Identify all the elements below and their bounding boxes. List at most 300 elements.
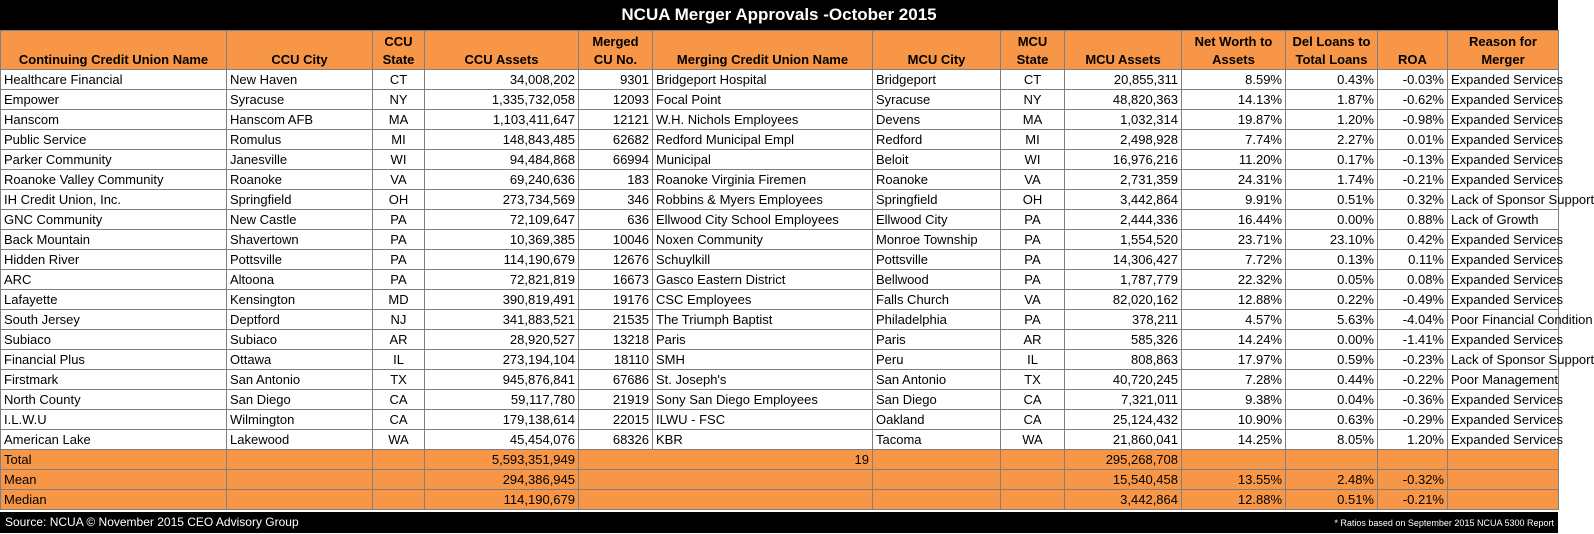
empty-cell (227, 450, 373, 470)
mcu-name-cell: Ellwood City School Employees (653, 210, 873, 230)
empty-cell (1001, 470, 1065, 490)
mcu-assets-cell: 7,321,011 (1065, 390, 1182, 410)
ccu-state-cell: PA (373, 210, 425, 230)
ccu-city-cell: Shavertown (227, 230, 373, 250)
merged-cu-no-cell: 13218 (579, 330, 653, 350)
reason-cell: Expanded Services (1448, 430, 1559, 450)
del-loans-cell: 0.00% (1286, 210, 1378, 230)
empty-cell (1378, 450, 1448, 470)
ccu-assets-cell: 59,117,780 (425, 390, 579, 410)
ccu-city-cell: Altoona (227, 270, 373, 290)
empty-cell (373, 470, 425, 490)
empty-cell (1448, 490, 1559, 510)
ccu-state-cell: PA (373, 270, 425, 290)
ccu-state-cell: NY (373, 90, 425, 110)
merged-cu-no-cell: 66994 (579, 150, 653, 170)
ccu-assets-cell: 45,454,076 (425, 430, 579, 450)
mcu-name-cell: Roanoke Virginia Firemen (653, 170, 873, 190)
ccu-name-cell: Financial Plus (1, 350, 227, 370)
table-row (1, 150, 1559, 170)
ccu-city-cell: Roanoke (227, 170, 373, 190)
ccu-city-cell: San Diego (227, 390, 373, 410)
ccu-city-cell: Wilmington (227, 410, 373, 430)
column-header: Del Loans to Total Loans (1286, 31, 1378, 70)
merged-cu-no-cell: 21535 (579, 310, 653, 330)
mcu-state-cell: AR (1001, 330, 1065, 350)
ccu-assets-cell: 1,103,411,647 (425, 110, 579, 130)
reason-cell: Lack of Growth (1448, 210, 1559, 230)
net-worth-cell: 7.28% (1182, 370, 1286, 390)
ccu-state-cell: MI (373, 130, 425, 150)
empty-cell (579, 490, 873, 510)
column-header: Reason for Merger (1448, 31, 1559, 70)
net-worth-cell: 7.72% (1182, 250, 1286, 270)
mcu-assets-cell: 14,306,427 (1065, 250, 1182, 270)
total-merged-count: 19 (579, 450, 873, 470)
roa-cell: -0.21% (1378, 170, 1448, 190)
median-row (1, 490, 1559, 510)
ccu-state-cell: CA (373, 410, 425, 430)
mcu-city-cell: Falls Church (873, 290, 1001, 310)
ccu-assets-cell: 114,190,679 (425, 250, 579, 270)
ccu-assets-cell: 69,240,636 (425, 170, 579, 190)
del-loans-cell: 23.10% (1286, 230, 1378, 250)
mcu-name-cell: ILWU - FSC (653, 410, 873, 430)
mcu-assets-cell: 21,860,041 (1065, 430, 1182, 450)
merged-cu-no-cell: 12093 (579, 90, 653, 110)
mcu-assets-cell: 808,863 (1065, 350, 1182, 370)
reason-cell: Poor Financial Condition (1448, 310, 1559, 330)
table-row (1, 90, 1559, 110)
mcu-city-cell: Oakland (873, 410, 1001, 430)
table-row (1, 310, 1559, 330)
column-header: Merged CU No. (579, 31, 653, 70)
mcu-city-cell: Redford (873, 130, 1001, 150)
ccu-city-cell: New Castle (227, 210, 373, 230)
del-loans-cell: 0.05% (1286, 270, 1378, 290)
mcu-state-cell: CT (1001, 70, 1065, 90)
mcu-name-cell: SMH (653, 350, 873, 370)
median-net-worth: 12.88% (1182, 490, 1286, 510)
net-worth-cell: 17.97% (1182, 350, 1286, 370)
ccu-city-cell: Ottawa (227, 350, 373, 370)
mcu-state-cell: IL (1001, 350, 1065, 370)
del-loans-cell: 0.13% (1286, 250, 1378, 270)
net-worth-cell: 4.57% (1182, 310, 1286, 330)
mean-row (1, 470, 1559, 490)
mcu-state-cell: MI (1001, 130, 1065, 150)
roa-cell: 0.42% (1378, 230, 1448, 250)
del-loans-cell: 0.51% (1286, 190, 1378, 210)
mcu-assets-cell: 585,326 (1065, 330, 1182, 350)
ccu-assets-cell: 10,369,385 (425, 230, 579, 250)
mcu-assets-cell: 2,498,928 (1065, 130, 1182, 150)
header-row (1, 31, 1559, 70)
roa-cell: -0.29% (1378, 410, 1448, 430)
empty-cell (579, 470, 873, 490)
table-row (1, 370, 1559, 390)
mean-mcu-assets: 15,540,458 (1065, 470, 1182, 490)
ccu-city-cell: Kensington (227, 290, 373, 310)
ccu-city-cell: Springfield (227, 190, 373, 210)
merged-cu-no-cell: 62682 (579, 130, 653, 150)
ccu-assets-cell: 1,335,732,058 (425, 90, 579, 110)
del-loans-cell: 1.20% (1286, 110, 1378, 130)
net-worth-cell: 14.13% (1182, 90, 1286, 110)
mcu-state-cell: OH (1001, 190, 1065, 210)
mcu-state-cell: CA (1001, 410, 1065, 430)
mcu-city-cell: Philadelphia (873, 310, 1001, 330)
ccu-assets-cell: 28,920,527 (425, 330, 579, 350)
ccu-state-cell: AR (373, 330, 425, 350)
roa-cell: 0.32% (1378, 190, 1448, 210)
mcu-assets-cell: 378,211 (1065, 310, 1182, 330)
roa-cell: 1.20% (1378, 430, 1448, 450)
del-loans-cell: 0.59% (1286, 350, 1378, 370)
table-row (1, 270, 1559, 290)
ccu-name-cell: Public Service (1, 130, 227, 150)
del-loans-cell: 0.17% (1286, 150, 1378, 170)
table-row (1, 210, 1559, 230)
ccu-name-cell: Parker Community (1, 150, 227, 170)
ccu-city-cell: New Haven (227, 70, 373, 90)
ccu-state-cell: CT (373, 70, 425, 90)
column-header: MCU City (873, 31, 1001, 70)
mcu-city-cell: Roanoke (873, 170, 1001, 190)
merged-cu-no-cell: 16673 (579, 270, 653, 290)
table-row (1, 110, 1559, 130)
merged-cu-no-cell: 21919 (579, 390, 653, 410)
ccu-city-cell: Syracuse (227, 90, 373, 110)
empty-cell (1286, 450, 1378, 470)
del-loans-cell: 0.00% (1286, 330, 1378, 350)
mcu-state-cell: PA (1001, 210, 1065, 230)
median-mcu-assets: 3,442,864 (1065, 490, 1182, 510)
del-loans-cell: 8.05% (1286, 430, 1378, 450)
ccu-name-cell: I.L.W.U (1, 410, 227, 430)
ccu-state-cell: VA (373, 170, 425, 190)
ccu-city-cell: Janesville (227, 150, 373, 170)
roa-cell: -4.04% (1378, 310, 1448, 330)
reason-cell: Lack of Sponsor Support (1448, 350, 1559, 370)
mergers-table (0, 30, 1594, 510)
ccu-city-cell: Subiaco (227, 330, 373, 350)
empty-cell (873, 470, 1001, 490)
total-label: Total (1, 450, 227, 470)
table-row (1, 410, 1559, 430)
roa-cell: -0.13% (1378, 150, 1448, 170)
merged-cu-no-cell: 183 (579, 170, 653, 190)
empty-cell (1182, 450, 1286, 470)
merged-cu-no-cell: 22015 (579, 410, 653, 430)
ccu-name-cell: American Lake (1, 430, 227, 450)
mcu-name-cell: The Triumph Baptist (653, 310, 873, 330)
ccu-name-cell: Subiaco (1, 330, 227, 350)
del-loans-cell: 1.74% (1286, 170, 1378, 190)
mcu-name-cell: St. Joseph's (653, 370, 873, 390)
mcu-assets-cell: 25,124,432 (1065, 410, 1182, 430)
table-row (1, 70, 1559, 90)
ccu-state-cell: NJ (373, 310, 425, 330)
column-header: Net Worth to Assets (1182, 31, 1286, 70)
mcu-state-cell: MA (1001, 110, 1065, 130)
roa-cell: -0.98% (1378, 110, 1448, 130)
ccu-assets-cell: 72,109,647 (425, 210, 579, 230)
column-header: MCU State (1001, 31, 1065, 70)
merged-cu-no-cell: 12676 (579, 250, 653, 270)
ratio-footnote: * Ratios based on September 2015 NCUA 5300 Report (1334, 518, 1554, 528)
merged-cu-no-cell: 18110 (579, 350, 653, 370)
column-header: Continuing Credit Union Name (1, 31, 227, 70)
mcu-assets-cell: 82,020,162 (1065, 290, 1182, 310)
roa-cell: 0.08% (1378, 270, 1448, 290)
del-loans-cell: 0.63% (1286, 410, 1378, 430)
roa-cell: -0.22% (1378, 370, 1448, 390)
median-roa: -0.21% (1378, 490, 1448, 510)
ccu-state-cell: WI (373, 150, 425, 170)
merged-cu-no-cell: 67686 (579, 370, 653, 390)
empty-cell (1448, 450, 1559, 470)
mcu-name-cell: Municipal (653, 150, 873, 170)
mcu-assets-cell: 2,731,359 (1065, 170, 1182, 190)
reason-cell: Expanded Services (1448, 330, 1559, 350)
mcu-city-cell: Peru (873, 350, 1001, 370)
net-worth-cell: 10.90% (1182, 410, 1286, 430)
roa-cell: 0.01% (1378, 130, 1448, 150)
net-worth-cell: 14.25% (1182, 430, 1286, 450)
median-del-loans: 0.51% (1286, 490, 1378, 510)
mcu-state-cell: NY (1001, 90, 1065, 110)
reason-cell: Expanded Services (1448, 410, 1559, 430)
ccu-city-cell: Deptford (227, 310, 373, 330)
net-worth-cell: 12.88% (1182, 290, 1286, 310)
column-header: CCU Assets (425, 31, 579, 70)
mcu-name-cell: Bridgeport Hospital (653, 70, 873, 90)
net-worth-cell: 22.32% (1182, 270, 1286, 290)
empty-cell (873, 450, 1001, 470)
mcu-city-cell: Springfield (873, 190, 1001, 210)
total-ccu-assets: 5,593,351,949 (425, 450, 579, 470)
table-row (1, 190, 1559, 210)
total-row (1, 450, 1559, 470)
roa-cell: 0.11% (1378, 250, 1448, 270)
ccu-assets-cell: 945,876,841 (425, 370, 579, 390)
roa-cell: -0.23% (1378, 350, 1448, 370)
table-row (1, 130, 1559, 150)
ccu-assets-cell: 94,484,868 (425, 150, 579, 170)
ccu-name-cell: South Jersey (1, 310, 227, 330)
del-loans-cell: 0.04% (1286, 390, 1378, 410)
ccu-assets-cell: 34,008,202 (425, 70, 579, 90)
column-header: CCU State (373, 31, 425, 70)
mean-roa: -0.32% (1378, 470, 1448, 490)
mcu-state-cell: PA (1001, 310, 1065, 330)
mean-net-worth: 13.55% (1182, 470, 1286, 490)
ccu-city-cell: Romulus (227, 130, 373, 150)
mcu-assets-cell: 40,720,245 (1065, 370, 1182, 390)
roa-cell: -0.03% (1378, 70, 1448, 90)
net-worth-cell: 11.20% (1182, 150, 1286, 170)
net-worth-cell: 8.59% (1182, 70, 1286, 90)
ccu-assets-cell: 273,194,104 (425, 350, 579, 370)
mcu-state-cell: VA (1001, 170, 1065, 190)
reason-cell: Expanded Services (1448, 250, 1559, 270)
ccu-city-cell: San Antonio (227, 370, 373, 390)
empty-cell (1001, 490, 1065, 510)
ccu-state-cell: PA (373, 250, 425, 270)
ccu-state-cell: MA (373, 110, 425, 130)
mcu-state-cell: WI (1001, 150, 1065, 170)
reason-cell: Expanded Services (1448, 110, 1559, 130)
ccu-state-cell: MD (373, 290, 425, 310)
reason-cell: Lack of Sponsor Support (1448, 190, 1559, 210)
table-row (1, 350, 1559, 370)
ccu-name-cell: Healthcare Financial (1, 70, 227, 90)
source-note: Source: NCUA © November 2015 CEO Advisory Group (5, 515, 299, 529)
mcu-name-cell: Redford Municipal Empl (653, 130, 873, 150)
column-header: ROA (1378, 31, 1448, 70)
mcu-name-cell: Noxen Community (653, 230, 873, 250)
ccu-assets-cell: 341,883,521 (425, 310, 579, 330)
ccu-assets-cell: 179,138,614 (425, 410, 579, 430)
del-loans-cell: 0.43% (1286, 70, 1378, 90)
mcu-city-cell: San Antonio (873, 370, 1001, 390)
empty-cell (1001, 450, 1065, 470)
ccu-name-cell: Firstmark (1, 370, 227, 390)
mcu-assets-cell: 48,820,363 (1065, 90, 1182, 110)
roa-cell: -1.41% (1378, 330, 1448, 350)
mcu-name-cell: Robbins & Myers Employees (653, 190, 873, 210)
reason-cell: Expanded Services (1448, 90, 1559, 110)
net-worth-cell: 24.31% (1182, 170, 1286, 190)
ccu-city-cell: Hanscom AFB (227, 110, 373, 130)
mcu-name-cell: W.H. Nichols Employees (653, 110, 873, 130)
mcu-city-cell: San Diego (873, 390, 1001, 410)
ccu-name-cell: Empower (1, 90, 227, 110)
reason-cell: Expanded Services (1448, 130, 1559, 150)
del-loans-cell: 0.22% (1286, 290, 1378, 310)
table-row (1, 330, 1559, 350)
mcu-city-cell: Pottsville (873, 250, 1001, 270)
mean-ccu-assets: 294,386,945 (425, 470, 579, 490)
column-header: MCU Assets (1065, 31, 1182, 70)
del-loans-cell: 2.27% (1286, 130, 1378, 150)
roa-cell: 0.88% (1378, 210, 1448, 230)
mcu-assets-cell: 20,855,311 (1065, 70, 1182, 90)
mcu-city-cell: Ellwood City (873, 210, 1001, 230)
table-body (1, 70, 1594, 450)
median-label: Median (1, 490, 227, 510)
merged-cu-no-cell: 19176 (579, 290, 653, 310)
ccu-assets-cell: 390,819,491 (425, 290, 579, 310)
column-header: Merging Credit Union Name (653, 31, 873, 70)
mcu-assets-cell: 1,787,779 (1065, 270, 1182, 290)
ccu-state-cell: TX (373, 370, 425, 390)
reason-cell: Expanded Services (1448, 70, 1559, 90)
table-row (1, 430, 1559, 450)
reason-cell: Poor Management (1448, 370, 1559, 390)
roa-cell: -0.36% (1378, 390, 1448, 410)
ccu-name-cell: ARC (1, 270, 227, 290)
ccu-name-cell: Back Mountain (1, 230, 227, 250)
ccu-assets-cell: 148,843,485 (425, 130, 579, 150)
mean-label: Mean (1, 470, 227, 490)
mcu-name-cell: Focal Point (653, 90, 873, 110)
mcu-city-cell: Paris (873, 330, 1001, 350)
ccu-name-cell: Roanoke Valley Community (1, 170, 227, 190)
merged-cu-no-cell: 636 (579, 210, 653, 230)
net-worth-cell: 7.74% (1182, 130, 1286, 150)
mcu-state-cell: PA (1001, 250, 1065, 270)
mcu-assets-cell: 1,554,520 (1065, 230, 1182, 250)
reason-cell: Expanded Services (1448, 270, 1559, 290)
empty-cell (873, 490, 1001, 510)
table-row (1, 230, 1559, 250)
reason-cell: Expanded Services (1448, 230, 1559, 250)
mcu-name-cell: Paris (653, 330, 873, 350)
ccu-name-cell: Hidden River (1, 250, 227, 270)
table-row (1, 290, 1559, 310)
mcu-assets-cell: 3,442,864 (1065, 190, 1182, 210)
mcu-city-cell: Bridgeport (873, 70, 1001, 90)
mcu-assets-cell: 1,032,314 (1065, 110, 1182, 130)
median-ccu-assets: 114,190,679 (425, 490, 579, 510)
merged-cu-no-cell: 9301 (579, 70, 653, 90)
mcu-city-cell: Bellwood (873, 270, 1001, 290)
del-loans-cell: 5.63% (1286, 310, 1378, 330)
table-row (1, 250, 1559, 270)
net-worth-cell: 9.91% (1182, 190, 1286, 210)
mcu-state-cell: PA (1001, 230, 1065, 250)
ccu-state-cell: WA (373, 430, 425, 450)
ccu-city-cell: Pottsville (227, 250, 373, 270)
reason-cell: Expanded Services (1448, 390, 1559, 410)
merged-cu-no-cell: 12121 (579, 110, 653, 130)
del-loans-cell: 0.44% (1286, 370, 1378, 390)
ccu-state-cell: CA (373, 390, 425, 410)
mcu-name-cell: Sony San Diego Employees (653, 390, 873, 410)
net-worth-cell: 19.87% (1182, 110, 1286, 130)
total-mcu-assets: 295,268,708 (1065, 450, 1182, 470)
ccu-name-cell: GNC Community (1, 210, 227, 230)
empty-cell (373, 450, 425, 470)
empty-cell (227, 470, 373, 490)
mcu-state-cell: TX (1001, 370, 1065, 390)
empty-cell (373, 490, 425, 510)
ccu-name-cell: Lafayette (1, 290, 227, 310)
mcu-state-cell: PA (1001, 270, 1065, 290)
ccu-state-cell: PA (373, 230, 425, 250)
empty-cell (1448, 470, 1559, 490)
ccu-name-cell: Hanscom (1, 110, 227, 130)
net-worth-cell: 16.44% (1182, 210, 1286, 230)
del-loans-cell: 1.87% (1286, 90, 1378, 110)
mcu-city-cell: Tacoma (873, 430, 1001, 450)
column-header: CCU City (227, 31, 373, 70)
mcu-name-cell: Schuylkill (653, 250, 873, 270)
mcu-name-cell: KBR (653, 430, 873, 450)
reason-cell: Expanded Services (1448, 290, 1559, 310)
ccu-name-cell: IH Credit Union, Inc. (1, 190, 227, 210)
mcu-city-cell: Syracuse (873, 90, 1001, 110)
roa-cell: -0.49% (1378, 290, 1448, 310)
mean-del-loans: 2.48% (1286, 470, 1378, 490)
table-title: NCUA Merger Approvals -October 2015 (0, 0, 1558, 30)
mcu-assets-cell: 2,444,336 (1065, 210, 1182, 230)
net-worth-cell: 23.71% (1182, 230, 1286, 250)
merged-cu-no-cell: 346 (579, 190, 653, 210)
table-row (1, 390, 1559, 410)
